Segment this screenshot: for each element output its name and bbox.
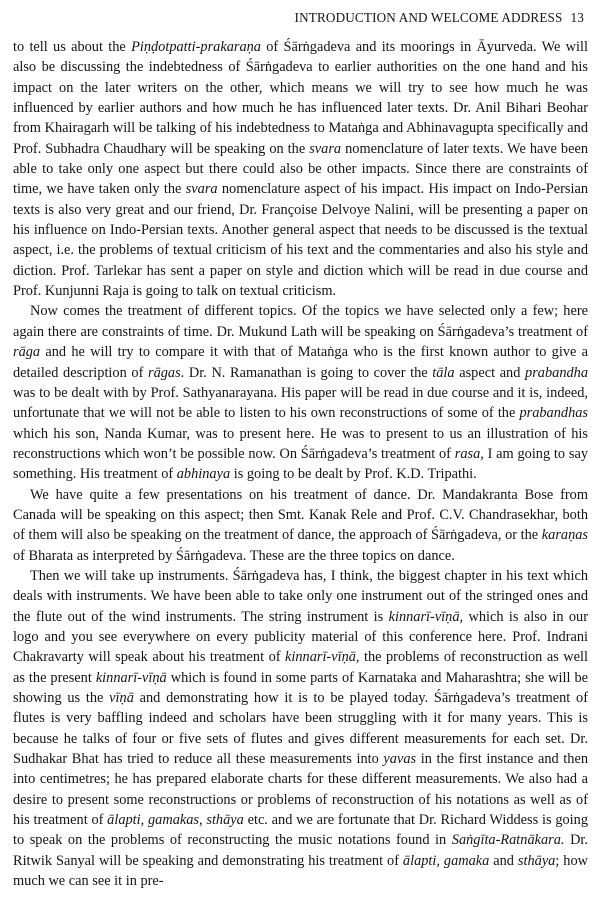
italic-term: ālapti, gamakas, sthāya — [107, 812, 244, 829]
text-run: nomenclature of later texts. We have been able to take only one aspect but there could also be other impacts. Since there are constraints of time, we have taken only the — [13, 140, 588, 198]
text-run: We have quite a few presentations on his treatment of dance. Dr. Mandakranta Bose from Canada will be speaking on this aspect; then Smt. Kanak Rele and Prof. C.V. Chandrasekhar, both of them will also be speaking on the treatment of dance, the approach of Śārṅgadeva, or the — [13, 486, 588, 544]
page-number: 13 — [570, 10, 584, 25]
italic-term: ālapti, gamaka — [402, 852, 490, 869]
italic-term: svara — [185, 181, 218, 198]
text-run: in the first instance and then into centimetres; he has prepared elaborate charts for these different measurements. We also had a desire to present some reconstructions or problems of reconstruction of his notations as well as of his treatment of — [13, 751, 588, 829]
running-head — [13, 0, 588, 26]
italic-term: abhinaya — [176, 466, 231, 483]
text-run: Dr. Ritwik Sanyal will be speaking and demonstrating his treatment of — [13, 832, 589, 869]
italic-term: yavas — [383, 751, 417, 768]
text-run: and — [489, 852, 518, 869]
italic-term: karaṇas — [541, 527, 588, 544]
italic-term: svara — [309, 140, 342, 157]
italic-term: rāga — [13, 344, 41, 361]
text-run: Now comes the treatment of different topics. Of the topics we have selected only a few; here again there are constraints of time. Dr. Mukund Lath will be speaking on Śārṅgadeva’s treatment of — [13, 303, 588, 340]
text-run: of Bharata as interpreted by Śārṅgadeva. These are the three topics on dance. — [13, 547, 455, 564]
italic-term: kinnarī-vīṇā, — [388, 608, 464, 625]
text-run: ; how much we can see it in pre- — [13, 852, 588, 890]
text-run: aspect and — [454, 364, 526, 381]
italic-term: tāla — [432, 364, 455, 381]
text-run: and demonstrating how it is to be played today. Śārṅgadeva’s treatment of flutes is very baffling indeed and scholars have been struggling with it for many years. This is because he talks of four or five sets of flutes and gives different measurements for each set. Dr. Sudhakar Bhat has tried to reduce all these measurements into — [13, 690, 589, 768]
text-run: and he will try to compare it with that of Mataṅga who is the first known author to give a detailed description of — [13, 344, 588, 381]
paragraph — [13, 37, 588, 301]
italic-term: vīṇā — [109, 690, 134, 706]
text-run: of Śārṅgadeva and its moorings in Āyurveda. We will also be discussing the indebtedness of Śārṅgadeva to earlier authorities on the one hand and his impact on the later writers on the other, which means we will try to see how much he was influenced by earlier authors and how much he has influenced later texts. Dr. Anil Bihari Beohar from Khairagarh will be talking of his indebtedness to Mataṅga and Abhinavagupta specifically and Prof. Subhadra Chaudhary will be speaking on the — [13, 39, 588, 157]
italic-term: rasa, — [454, 445, 484, 462]
text-run: etc. and we are fortunate that Dr. Richard Widdess is going to speak on the problems of reconstructing the music notations found in — [13, 812, 588, 849]
text-run: which is also in our logo and you see everywhere on every publicity material of this conference here. Prof. Indrani Chakravarty will speak about his treatment of — [13, 608, 588, 666]
text-run: I am going to say something. His treatment of — [13, 445, 588, 483]
body-text — [13, 37, 588, 891]
paragraph — [13, 301, 588, 484]
italic-term: Saṅgīta-Ratnākara. — [451, 832, 565, 849]
paragraph — [13, 566, 588, 892]
italic-term: Piṇḍotpatti-prakaraṇa — [131, 39, 261, 55]
italic-term: kinnarī-vīṇā, — [285, 649, 360, 666]
italic-term: sthāya — [517, 852, 556, 869]
italic-term: prabandhas — [519, 405, 588, 422]
paragraph — [13, 485, 588, 566]
text-run: which his son, Nanda Kumar, was to present here. He was to present to us an illustration of his reconstructions which won’t be possible now. On Śārṅgadeva’s treatment of — [13, 425, 588, 462]
text-run: to tell us about the — [13, 39, 132, 55]
italic-term: rāgas — [147, 364, 181, 381]
italic-term: kinnarī-vīṇā — [95, 669, 167, 686]
text-run: is going to be dealt by Prof. K.D. Tripathi. — [230, 466, 477, 483]
text-run: was to be dealt with by Prof. Sathyanarayana. His paper will be read in due course and it is, indeed, unfortunate that we will not be able to listen to his own reconstructions of some of the — [13, 384, 588, 422]
text-run: which is found in some parts of Karnataka and Maharashtra; she will be showing us the — [13, 669, 588, 706]
text-run: Then we will take up instruments. Śārṅgadeva has, I think, the biggest chapter in his text which deals with instruments. We have been able to take only one instrument out of the stringed ones and the flute out of the wind instruments. The string instrument is — [13, 567, 588, 625]
running-title: INTRODUCTION AND WELCOME ADDRESS — [294, 10, 563, 25]
italic-term: prabandha — [525, 364, 589, 381]
text-run: the problems of reconstruction as well as the present — [13, 649, 588, 686]
text-run: . Dr. N. Ramanathan is going to cover the — [180, 364, 433, 381]
text-run: nomenclature aspect of his impact. His impact on Indo-Persian texts is also very great and our friend, Dr. Françoise Delvoye Nalini, will be presenting a paper on his influence on Indo-Persian texts. Another general aspect that needs to be discussed is the textual aspect, i.e. the problems of textual criticism of his text and the commentaries and also his style and diction. Prof. Tarlekar has sent a paper on style and diction which will be read in due course and Prof. Kunjunni Raja is going to talk on textual criticism. — [13, 181, 589, 300]
